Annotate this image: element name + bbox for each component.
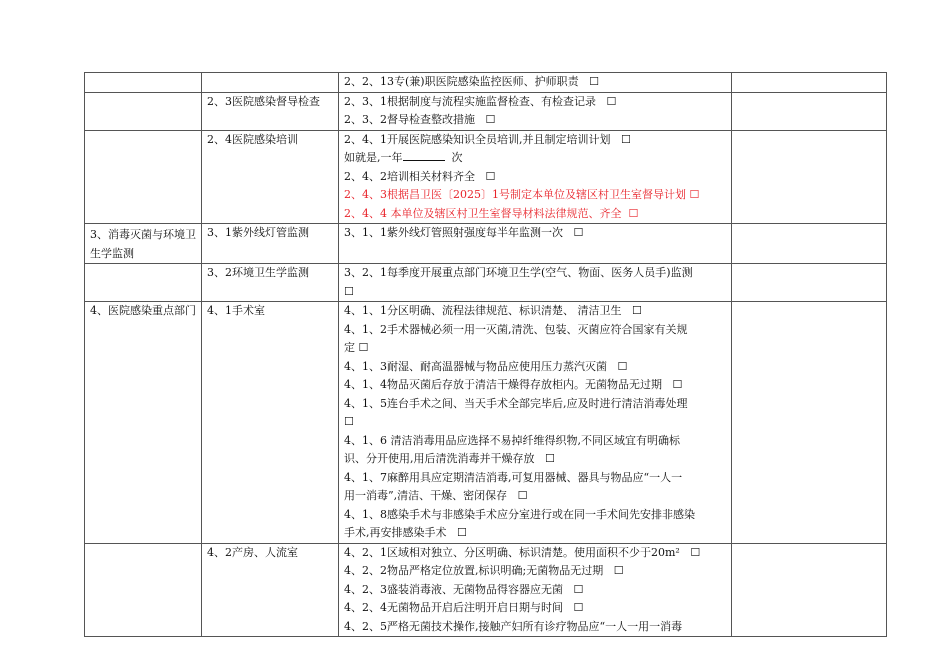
remarks-cell: [732, 73, 887, 93]
remarks-cell: [732, 224, 887, 264]
table-row: [85, 302, 887, 544]
criteria-cell: [339, 543, 732, 637]
sub-category-cell: 3、2环境卫生学监测: [202, 264, 339, 302]
checkbox-icon[interactable]: ☐: [485, 113, 496, 126]
checkbox-icon[interactable]: ☐: [617, 359, 628, 373]
remarks-cell: [732, 264, 887, 302]
table-row: [85, 130, 887, 224]
fill-in-blank[interactable]: [403, 150, 445, 161]
checkbox-icon[interactable]: ☐: [689, 188, 700, 201]
main-category-cell: [85, 130, 202, 224]
checkbox-icon[interactable]: ☐: [358, 341, 369, 354]
main-category-cell: 4、医院感染重点部门: [85, 302, 202, 544]
checkbox-icon[interactable]: ☐: [672, 378, 683, 391]
criteria-cell: [339, 302, 732, 544]
remarks-cell: [732, 130, 887, 224]
criteria-line: 4、1、2手术器械必须一用一灭菌,清洗、包装、灭菌应符合国家有关规: [344, 322, 688, 336]
main-category-cell: [85, 264, 202, 302]
criteria-line-highlight: 2、4、3根据昌卫医〔2025〕1号制定本单位及辖区村卫生室督导计划 ☐: [344, 188, 700, 201]
sub-category-cell: 4、1手术室: [202, 302, 339, 544]
checkbox-icon[interactable]: ☐: [589, 75, 599, 88]
criteria-line: 2、4、1开展医院感染知识全员培训,并且制定培训计划 ☐: [344, 132, 631, 146]
checkbox-icon[interactable]: ☐: [485, 169, 496, 183]
checkbox-icon[interactable]: ☐: [628, 206, 639, 220]
criteria-line: 用一消毒”,清洁、干燥、密闭保存 ☐: [344, 489, 528, 502]
checkbox-icon[interactable]: ☐: [573, 582, 584, 596]
table-row: [85, 543, 887, 637]
checkbox-icon[interactable]: ☐: [632, 304, 642, 317]
checkbox-icon[interactable]: ☐: [573, 601, 584, 614]
criteria-line: 定 ☐: [344, 341, 369, 354]
table-row: [85, 264, 887, 302]
criteria-line: 如就是,一年 次: [344, 151, 463, 164]
criteria-line: 4、1、6 清洁消毒用品应选择不易掉纤维得织物,不同区域宜有明确标: [344, 433, 680, 447]
checkbox-icon[interactable]: ☐: [606, 94, 617, 108]
criteria-line: 4、1、4物品灭菌后存放于清洁干燥得存放柜内。无菌物品无过期 ☐: [344, 378, 683, 391]
criteria-line: 2、3、2督导检查整改措施 ☐: [344, 113, 496, 126]
criteria-line: 4、1、5连台手术之间、当天手术全部完毕后,应及时进行清洁消毒处理: [344, 396, 688, 410]
criteria-line: 2、2、13专(兼)职医院感染监控医师、护师职责 ☐: [344, 75, 599, 88]
sub-category-cell: [202, 73, 339, 93]
sub-category-cell: 2、3医院感染督导检查: [202, 92, 339, 130]
table-row: [85, 92, 887, 130]
checkbox-icon[interactable]: ☐: [573, 226, 584, 239]
criteria-line: 4、1、7麻醉用具应定期清洁消毒,可复用器械、器具与物品应“一人一: [344, 470, 683, 484]
criteria-line: [344, 283, 726, 302]
inspection-table: [84, 72, 887, 637]
criteria-line: [344, 413, 726, 432]
main-category-cell: [85, 73, 202, 93]
criteria-cell: [339, 92, 732, 130]
checkbox-icon[interactable]: ☐: [621, 132, 631, 146]
criteria-line: 手术,再安排感染手术 ☐: [344, 526, 467, 539]
remarks-cell: [732, 543, 887, 637]
main-category-cell: [85, 543, 202, 637]
main-category-cell: [85, 92, 202, 130]
criteria-line: 4、2、2物品严格定位放置,标识明确;无菌物品无过期 ☐: [344, 564, 624, 577]
criteria-line-highlight: 2、4、4 本单位及辖区村卫生室督导材料法律规范、齐全 ☐: [344, 206, 639, 220]
checkbox-icon[interactable]: ☐: [344, 284, 354, 298]
criteria-cell: [339, 224, 732, 264]
criteria-cell: [339, 264, 732, 302]
sub-category-cell: 3、1紫外线灯管监测: [202, 224, 339, 264]
criteria-cell: [339, 73, 732, 93]
criteria-line: 4、2、3盛装消毒液、无菌物品得容器应无菌 ☐: [344, 582, 584, 596]
checkbox-icon[interactable]: ☐: [690, 545, 701, 559]
checkbox-icon[interactable]: ☐: [613, 564, 624, 577]
criteria-line: 3、1、1紫外线灯管照射强度每半年监测一次 ☐: [344, 226, 584, 239]
criteria-line: 4、2、5严格无菌技术操作,接触产妇所有诊疗物品应“一人一用一消毒: [344, 619, 683, 633]
criteria-line: 2、4、2培训相关材料齐全 ☐: [344, 169, 496, 183]
sub-category-cell: 2、4医院感染培训: [202, 130, 339, 224]
criteria-line: 4、2、4无菌物品开启后注明开启日期与时间 ☐: [344, 601, 584, 614]
criteria-cell: [339, 130, 732, 224]
remarks-cell: [732, 92, 887, 130]
checkbox-icon[interactable]: ☐: [517, 489, 528, 502]
criteria-line: 2、3、1根据制度与流程实施监督检查、有检查记录 ☐: [344, 94, 617, 108]
criteria-line: 3、2、1每季度开展重点部门环境卫生学(空气、物面、医务人员手)监测: [344, 266, 693, 279]
sub-category-cell: 4、2产房、人流室: [202, 543, 339, 637]
checkbox-icon[interactable]: ☐: [457, 526, 467, 539]
criteria-line: 4、2、1区域相对独立、分区明确、标识清楚。使用面积不少于20m² ☐: [344, 545, 701, 559]
remarks-cell: [732, 302, 887, 544]
checkbox-icon[interactable]: ☐: [344, 415, 354, 428]
table-row: [85, 73, 887, 93]
criteria-line: 4、1、8感染手术与非感染手术应分室进行或在同一手术间先安排非感染: [344, 507, 695, 521]
criteria-line: 4、1、3耐湿、耐高温器械与物品应使用压力蒸汽灭菌 ☐: [344, 359, 628, 373]
criteria-line: 4、1、1分区明确、流程法律规范、标识清楚、 清洁卫生 ☐: [344, 304, 642, 317]
table-row: [85, 224, 887, 264]
main-category-cell: 3、消毒灭菌与环境卫生学监测: [85, 224, 202, 264]
criteria-line: 识、分开使用,用后清洗消毒并干燥存放 ☐: [344, 452, 555, 465]
checkbox-icon[interactable]: ☐: [545, 452, 555, 465]
